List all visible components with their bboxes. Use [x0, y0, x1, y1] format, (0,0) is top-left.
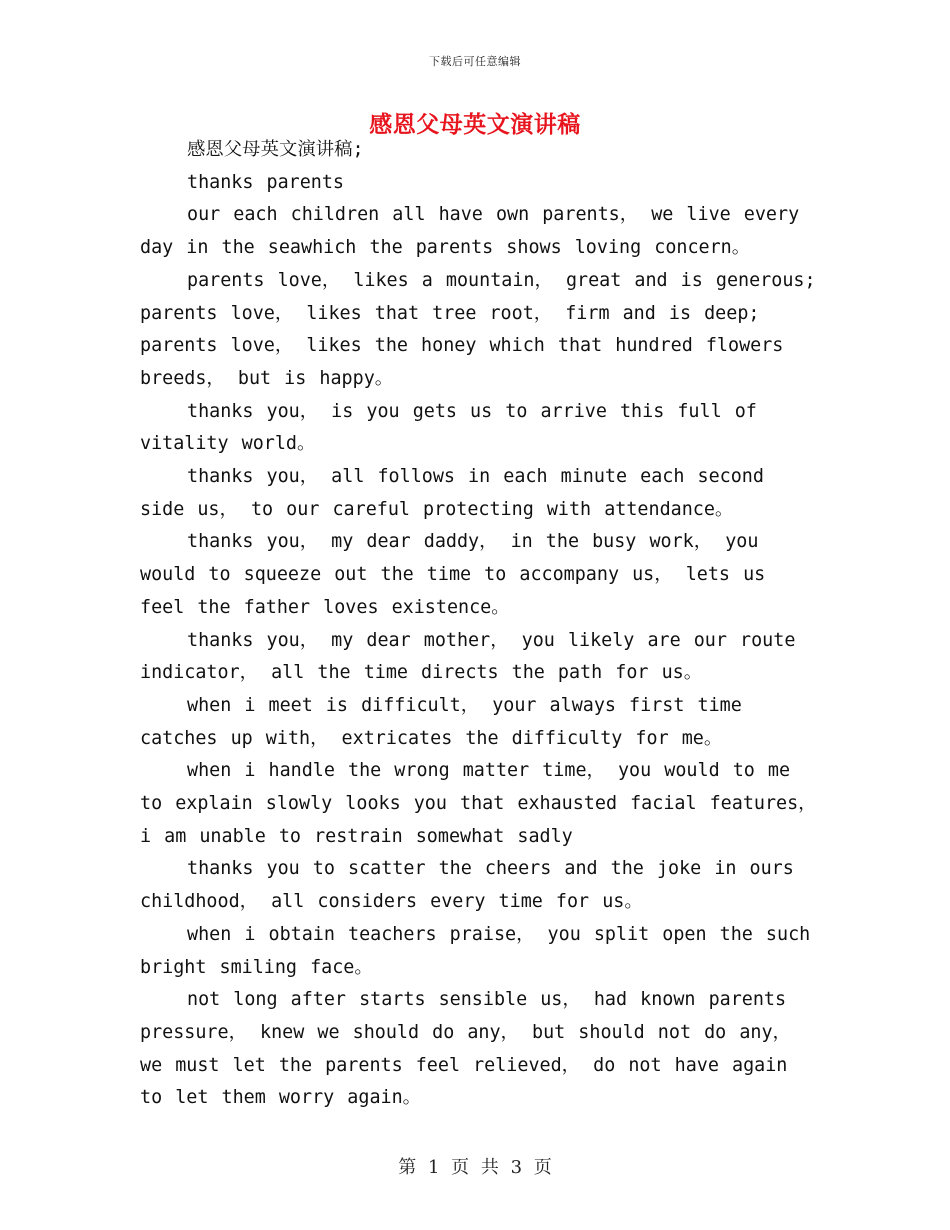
paragraph: 感恩父母英文演讲稿;: [187, 139, 364, 160]
document-body: [140, 134, 820, 1115]
paragraph: thanks parents: [187, 171, 345, 193]
paragraph: thanks you， is you gets us to arrive this full of vitality world。: [140, 400, 757, 455]
paragraph: our each children all have own parents， we live every day in the seawhich the parents shows loving concern。: [140, 204, 800, 259]
paragraph: thanks you， my dear daddy， in the busy work， you would to squeeze out the time to accompany us， lets us feel the father loves existence。: [140, 531, 766, 618]
header-note: 下载后可任意编辑: [429, 55, 521, 68]
paragraph: when i obtain teachers praise， you split open the such bright smiling face。: [140, 923, 811, 978]
paragraph: thanks you to scatter the cheers and the joke in ours childhood， all considers every time for us。: [140, 858, 794, 913]
paragraph: when i meet is difficult， your always first time catches up with， extricates the difficulty for me。: [140, 694, 742, 749]
page-number-footer: 第 1 页 共 3 页: [398, 1157, 552, 1178]
paragraph: thanks you， all follows in each minute each second side us， to our careful protecting with attendance。: [140, 466, 764, 520]
document-title: 感恩父母英文演讲稿: [369, 111, 581, 138]
paragraph: when i handle the wrong matter time， you would to me to explain slowly looks you that exhausted facial features， i am unable to restrain somewhat sadly: [140, 760, 817, 847]
paragraph: not long after starts sensible us， had known parents pressure， knew we should do any， but should not do any， we must let the parents feel relieved， do not have again to let them worry again。: [140, 989, 791, 1109]
paragraph: parents love， likes a mountain， great and is generous; parents love， likes that tree root， firm and is deep; parents love， likes the honey which that hundred flowers breeds， but is happy。: [140, 269, 816, 389]
paragraph: thanks you， my dear mother， you likely are our route indicator， all the time directs the path for us。: [140, 629, 796, 684]
